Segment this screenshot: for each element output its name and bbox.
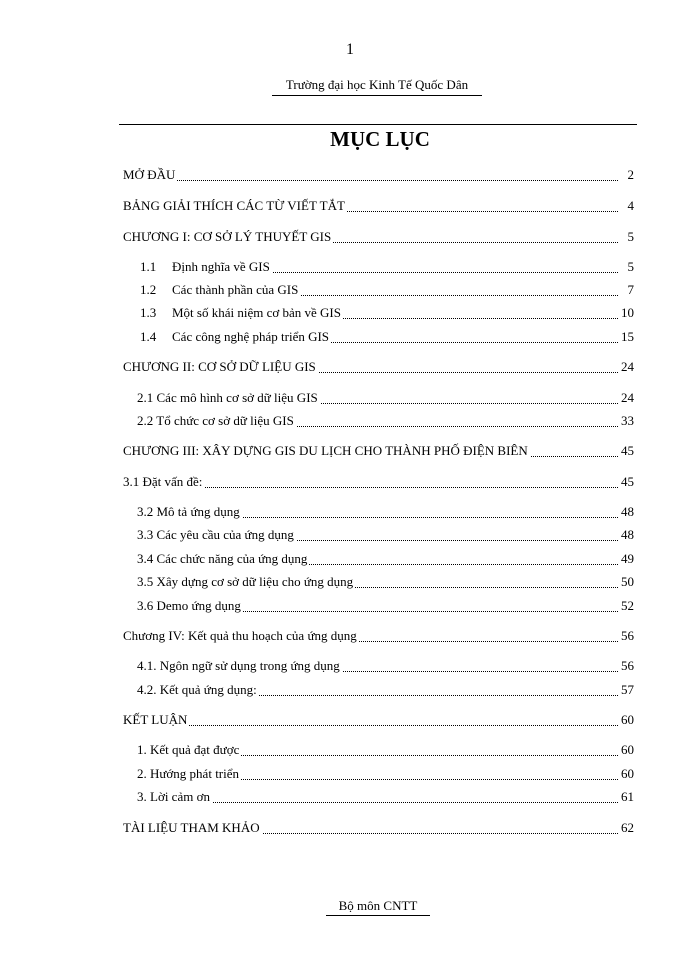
- toc-entry-label: [140, 304, 343, 322]
- toc-entry-text: Các thành phần của GIS: [172, 282, 299, 297]
- toc-entry-page: 24: [621, 359, 634, 374]
- dot-leader: [123, 725, 618, 726]
- toc-entry-label: [137, 573, 355, 591]
- toc-entry-label: [137, 765, 241, 783]
- toc-entry-label: [140, 258, 272, 276]
- toc-entry-label: [137, 389, 320, 407]
- toc-entry-page: 49: [621, 551, 634, 566]
- toc-entry-page: 61: [621, 789, 634, 804]
- toc-entry-page: 57: [621, 682, 634, 697]
- toc-entry-text: CHƯƠNG III: XÂY DỰNG GIS DU LỊCH CHO THÀNH PHỐ ĐIỆN BIÊN: [123, 443, 528, 458]
- toc-entry-label: [137, 681, 259, 699]
- toc-entry-text: 3.1 Đặt vấn đề:: [123, 474, 203, 489]
- toc-entry-label: [137, 526, 296, 544]
- toc-entry-text: 2.1 Các mô hình cơ sở dữ liệu GIS: [137, 390, 318, 405]
- toc-entry-page: 7: [627, 282, 634, 297]
- toc-entry: [0, 765, 700, 783]
- toc-entry: [0, 258, 700, 276]
- toc-entry: [0, 412, 700, 430]
- toc-entry-number: 1.4: [140, 329, 157, 344]
- toc-entry-text: KẾT LUẬN: [123, 712, 188, 727]
- toc-entry-page: 45: [621, 474, 634, 489]
- dot-leader: [123, 180, 618, 181]
- toc-entry-number: 1.1: [140, 259, 157, 274]
- toc-entry-page: 56: [621, 628, 634, 643]
- toc-entry: [0, 819, 700, 837]
- toc-entry-text: Định nghĩa về GIS: [172, 259, 270, 274]
- toc-entry: [0, 442, 700, 460]
- toc-entry: [0, 597, 700, 615]
- toc-entry-label: [123, 711, 189, 729]
- toc-entry-label: [123, 473, 204, 491]
- toc-entry: [0, 473, 700, 491]
- toc-entry-page: 48: [621, 527, 634, 542]
- toc-entry: [0, 358, 700, 376]
- toc-entry-label: [137, 657, 342, 675]
- toc-entry: [0, 741, 700, 759]
- toc-entry-page: 33: [621, 413, 634, 428]
- toc-entry-label: [123, 166, 177, 184]
- toc-entry-page: 50: [621, 574, 634, 589]
- toc-title: MỤC LỤC: [330, 127, 430, 151]
- toc-entry: [0, 281, 700, 299]
- toc-entry-label: [137, 412, 296, 430]
- toc-entry-label: [123, 442, 530, 460]
- toc-entry-text: 3.6 Demo ứng dụng: [137, 598, 241, 613]
- toc-entry-label: [137, 788, 212, 806]
- toc-entry: [0, 550, 700, 568]
- page-number: 1: [346, 41, 354, 58]
- toc-entry-text: BẢNG GIẢI THÍCH CÁC TỪ VIẾT TẮT: [123, 198, 345, 213]
- toc-entry-text: 4.2. Kết quả ứng dụng:: [137, 682, 257, 697]
- toc-entry: [0, 711, 700, 729]
- toc-entry-page: 5: [627, 259, 634, 274]
- toc-entry-text: 2. Hướng phát triển: [137, 766, 240, 781]
- toc-entry-page: 60: [621, 712, 634, 727]
- toc-entry: [0, 228, 700, 246]
- toc-entry: [0, 657, 700, 675]
- toc-entry: [0, 573, 700, 591]
- toc-entry-page: 10: [621, 305, 634, 320]
- toc-entry-page: 52: [621, 598, 634, 613]
- toc-entry-page: 48: [621, 504, 634, 519]
- toc-entry: [0, 304, 700, 322]
- toc-entry: [0, 197, 700, 215]
- toc-entry-page: 60: [621, 766, 634, 781]
- toc-entry-page: 62: [621, 820, 634, 835]
- toc-entry: [0, 503, 700, 521]
- toc-entry-text: CHƯƠNG I: CƠ SỞ LÝ THUYẾT GIS: [123, 229, 332, 244]
- document-footer: Bộ môn CNTT: [326, 898, 430, 916]
- toc-entry-label: [137, 503, 242, 521]
- toc-entry-text: 4.1. Ngôn ngữ sử dụng trong ứng dụng: [137, 658, 340, 673]
- toc-entry: [0, 166, 700, 184]
- toc-entry-label: [123, 819, 262, 837]
- toc-entry-text: 3.4 Các chức năng của ứng dụng: [137, 551, 308, 566]
- toc-entry-page: 24: [621, 390, 634, 405]
- toc-entry: [0, 526, 700, 544]
- toc-entry-text: MỞ ĐẦU: [123, 167, 176, 182]
- toc-entry-label: [123, 197, 347, 215]
- toc-entry-label: [137, 741, 241, 759]
- toc-entry: [0, 681, 700, 699]
- toc-entry-page: 15: [621, 329, 634, 344]
- toc-entry-text: TÀI LIỆU THAM KHẢO: [123, 820, 260, 835]
- toc-entry-text: 3. Lời cảm ơn: [137, 789, 210, 804]
- toc-entry: [0, 788, 700, 806]
- header-divider: [119, 124, 637, 125]
- toc-entry-page: 5: [627, 229, 634, 244]
- toc-entry-page: 4: [627, 198, 634, 213]
- toc-entry-text: 3.3 Các yêu cầu của ứng dụng: [137, 527, 294, 542]
- toc-entry-page: 2: [627, 167, 634, 182]
- toc-entry-page: 60: [621, 742, 634, 757]
- toc-entry-label: [140, 281, 300, 299]
- toc-entry-text: 3.2 Mô tả ứng dụng: [137, 504, 240, 519]
- toc-entry-text: CHƯƠNG II: CƠ SỞ DỮ LIỆU GIS: [123, 359, 316, 374]
- document-header: Trường đại học Kinh Tế Quốc Dân: [272, 77, 482, 96]
- toc-entry-number: 1.2: [140, 282, 157, 297]
- toc-entry-label: [123, 627, 359, 645]
- toc-entry: [0, 389, 700, 407]
- toc-entry-text: Chương IV: Kết quả thu hoạch của ứng dụng: [123, 628, 357, 643]
- toc-entry-label: [140, 328, 331, 346]
- toc-entry-page: 56: [621, 658, 634, 673]
- toc-entry: [0, 627, 700, 645]
- toc-entry-label: [137, 597, 243, 615]
- toc-entry: [0, 328, 700, 346]
- toc-entry-label: [137, 550, 309, 568]
- toc-entry-page: 45: [621, 443, 634, 458]
- toc-entry-label: [123, 358, 318, 376]
- toc-entry-text: 3.5 Xây dựng cơ sở dữ liệu cho ứng dụng: [137, 574, 354, 589]
- toc-entry-number: 1.3: [140, 305, 157, 320]
- toc-entry-text: 1. Kết quả đạt được: [137, 742, 240, 757]
- toc-entry-text: 2.2 Tổ chức cơ sở dữ liệu GIS: [137, 413, 294, 428]
- toc-entry-text: Các công nghệ pháp triển GIS: [172, 329, 330, 344]
- toc-entry-text: Một số khái niệm cơ bản về GIS: [172, 305, 341, 320]
- toc-entry-label: [123, 228, 333, 246]
